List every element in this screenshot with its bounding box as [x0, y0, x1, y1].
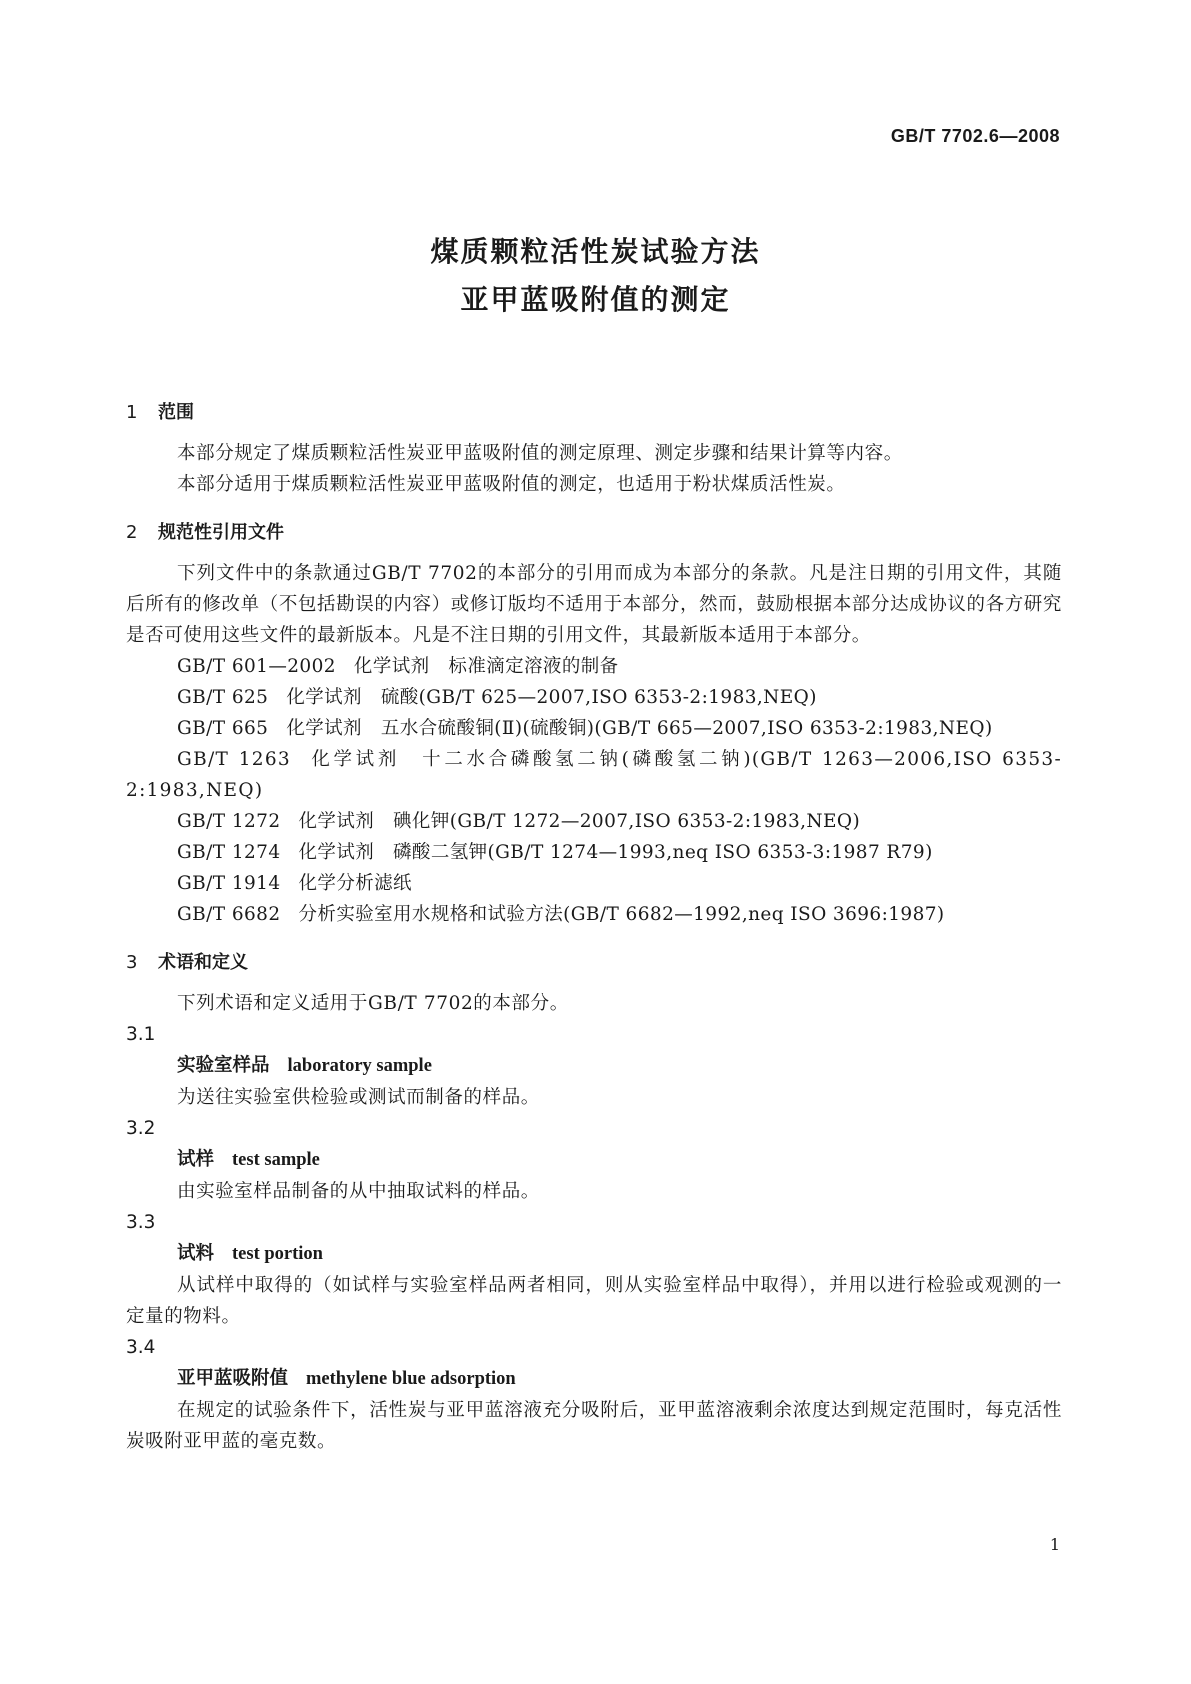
section-2-heading: [126, 518, 1062, 548]
paragraph: 下列术语和定义适用于GB/T 7702的本部分。: [177, 993, 569, 1014]
reference-code: GB/T 665: [177, 718, 269, 739]
standard-code: GB/T 7702.6—2008: [890, 126, 1060, 146]
section-title: 术语和定义: [158, 952, 248, 973]
reference-item: [126, 682, 1062, 713]
reference-title: 化学分析滤纸: [298, 873, 412, 894]
section-number: 2: [126, 522, 138, 543]
section-3-heading: [126, 948, 1062, 978]
section-1-heading: [126, 398, 1062, 428]
paragraph: 下列文件中的条款通过GB/T 7702的本部分的引用而成为本部分的条款。凡是注日期的引用文件，其随后所有的修改单（不包括勘误的内容）或修订版均不适用于本部分，然而，鼓励根据本部分达成协议的各方研究是否可使用这些文件的最新版本。凡是不注日期的引用文件，其最新版本适用于本部分。: [126, 563, 1062, 646]
section-number: 1: [126, 402, 138, 423]
term-english: methylene blue adsorption: [306, 1369, 516, 1389]
paragraph: 本部分适用于煤质颗粒活性炭亚甲蓝吸附值的测定，也适用于粉状煤质活性炭。: [177, 474, 846, 495]
term-name: [126, 1050, 1062, 1082]
document-title-line1: 煤质颗粒活性炭试验方法: [430, 235, 761, 268]
section-number: 3: [126, 952, 138, 973]
reference-title: 化学试剂 碘化钾(GB/T 1272—2007,ISO 6353-2:1983,NEQ): [298, 811, 861, 832]
term-english: test portion: [232, 1244, 323, 1264]
term-english: test sample: [232, 1150, 320, 1170]
term-name: [126, 1363, 1062, 1395]
section-title: 规范性引用文件: [158, 522, 284, 543]
term-english: laboratory sample: [287, 1056, 432, 1076]
term-chinese: 实验室样品: [177, 1055, 270, 1076]
reference-item: [126, 868, 1062, 899]
reference-item: [126, 713, 1062, 744]
term-number: 3.2: [126, 1118, 156, 1139]
section-title: 范围: [158, 402, 194, 423]
page-number: 1: [1049, 1535, 1060, 1554]
term-number: 3.1: [126, 1024, 156, 1045]
term-definition: 从试样中取得的（如试样与实验室样品两者相同，则从实验室样品中取得），并用以进行检验或观测的一定量的物料。: [126, 1275, 1062, 1327]
reference-item: [126, 651, 1062, 682]
term-number: 3.3: [126, 1212, 156, 1233]
document-body: [126, 390, 1062, 1457]
reference-code: GB/T 6682: [177, 904, 281, 925]
term-definition: 由实验室样品制备的从中抽取试料的样品。: [177, 1181, 540, 1202]
reference-code: GB/T 1263: [177, 749, 291, 770]
document-title-line2: 亚甲蓝吸附值的测定: [460, 283, 731, 316]
reference-title: 化学试剂 磷酸二氢钾(GB/T 1274—1993,neq ISO 6353-3:1987 R79): [298, 842, 933, 863]
term-name: [126, 1238, 1062, 1270]
reference-title: 分析实验室用水规格和试验方法(GB/T 6682—1992,neq ISO 3696:1987): [298, 904, 945, 925]
term-chinese: 试样: [177, 1149, 215, 1170]
reference-code: GB/T 601—2002: [177, 656, 336, 677]
reference-title: 化学试剂 五水合硫酸铜(Ⅱ)(硫酸铜)(GB/T 665—2007,ISO 6353-2:1983,NEQ): [286, 718, 993, 739]
term-name: [126, 1144, 1062, 1176]
reference-title: 化学试剂 十二水合磷酸氢二钠(磷酸氢二钠)(GB/T 1263—2006,ISO 6353-2:1983,NEQ): [126, 749, 1063, 801]
reference-item: [126, 837, 1062, 868]
paragraph: 本部分规定了煤质颗粒活性炭亚甲蓝吸附值的测定原理、测定步骤和结果计算等内容。: [177, 443, 903, 464]
term-chinese: 试料: [177, 1243, 215, 1264]
reference-title: 化学试剂 硫酸(GB/T 625—2007,ISO 6353-2:1983,NEQ): [286, 687, 817, 708]
reference-item: [126, 806, 1062, 837]
term-definition: 为送往实验室供检验或测试而制备的样品。: [177, 1087, 540, 1108]
reference-title: 化学试剂 标准滴定溶液的制备: [353, 656, 619, 677]
reference-item: [126, 744, 1062, 806]
term-chinese: 亚甲蓝吸附值: [177, 1368, 289, 1389]
reference-code: GB/T 625: [177, 687, 269, 708]
reference-code: GB/T 1272: [177, 811, 281, 832]
reference-item: [126, 899, 1062, 930]
term-number: 3.4: [126, 1337, 156, 1358]
term-definition: 在规定的试验条件下，活性炭与亚甲蓝溶液充分吸附后，亚甲蓝溶液剩余浓度达到规定范围时，每克活性炭吸附亚甲蓝的毫克数。: [126, 1400, 1062, 1452]
reference-code: GB/T 1274: [177, 842, 281, 863]
reference-code: GB/T 1914: [177, 873, 281, 894]
